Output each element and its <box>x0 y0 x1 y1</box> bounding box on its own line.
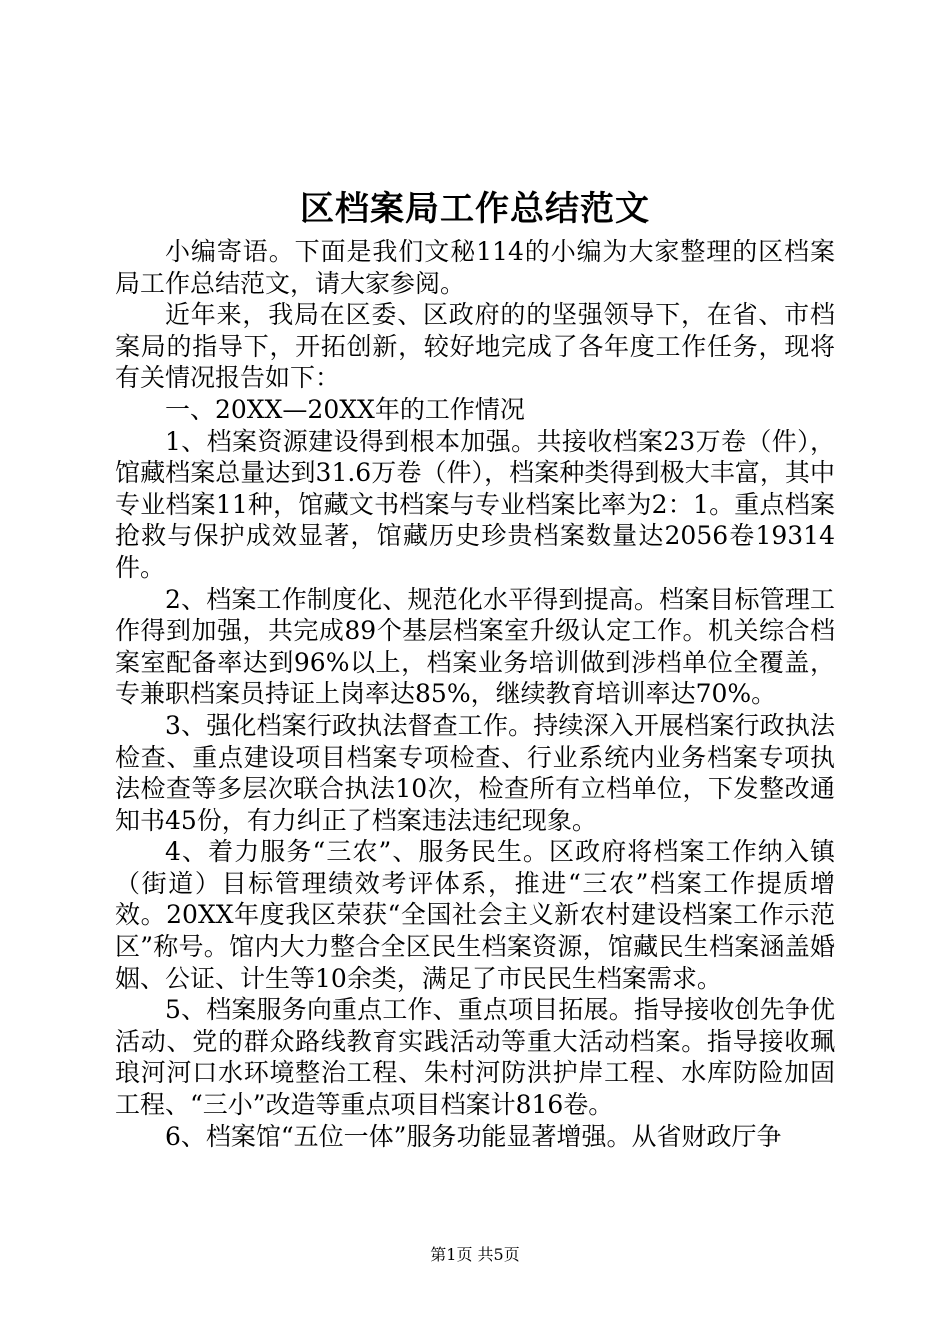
paragraph-item-4: 4、着力服务“三农”、服务民生。区政府将档案工作纳入镇（街道）目标管理绩效考评体系，推进“三农”档案工作提质增效。20XX年度我区荣获“全国社会主义新农村建设档案工作示范区”称号。馆内大力整合全区民生档案资源，馆藏民生档案涵盖婚姻、公证、计生等10余类，满足了市民民生档案需求。 <box>115 837 835 993</box>
paragraph-intro: 小编寄语。下面是我们文秘114的小编为大家整理的区档案局工作总结范文，请大家参阅。 <box>115 237 835 298</box>
paragraph-item-6: 6、档案馆“五位一体”服务功能显著增强。从省财政厅争 <box>165 1121 782 1151</box>
page-footer: 第1页 共5页 <box>430 1245 520 1264</box>
paragraph-item-2: 2、档案工作制度化、规范化水平得到提高。档案目标管理工作得到加强，共完成89个基层档案室升级认定工作。机关综合档案室配备率达到96%以上，档案业务培训做到涉档单位全覆盖，专兼职档案员持证上岗率达85%，继续教育培训率达70%。 <box>115 584 835 709</box>
paragraph-item-1: 1、档案资源建设得到根本加强。共接收档案23万卷（件），馆藏档案总量达到31.6万卷（件），档案种类得到极大丰富，其中专业档案11种，馆藏文书档案与专业档案比率为2：1。重点档案抢救与保护成效显著，馆藏历史珍贵档案数量达2056卷19314件。 <box>115 426 835 582</box>
paragraph-overview: 近年来，我局在区委、区政府的的坚强领导下，在省、市档案局的指导下，开拓创新，较好地完成了各年度工作任务，现将有关情况报告如下： <box>115 300 835 393</box>
paragraph-item-5: 5、档案服务向重点工作、重点项目拓展。指导接收创先争优活动、党的群众路线教育实践活动等重大活动档案。指导接收珮琅河河口水环境整治工程、朱村河防洪护岸工程、水库防险加固工程、“三小”改造等重点项目档案计816卷。 <box>115 995 835 1120</box>
document-title: 区档案局工作总结范文 <box>300 189 650 229</box>
section-heading: 一、20XX—20XX年的工作情况 <box>165 394 525 424</box>
document-body <box>115 236 835 1152</box>
paragraph-item-3: 3、强化档案行政执法督查工作。持续深入开展档案行政执法检查、重点建设项目档案专项检查、行业系统内业务档案专项执法检查等多层次联合执法10次，检查所有立档单位，下发整改通知书45份，有力纠正了档案违法违纪现象。 <box>115 710 835 835</box>
